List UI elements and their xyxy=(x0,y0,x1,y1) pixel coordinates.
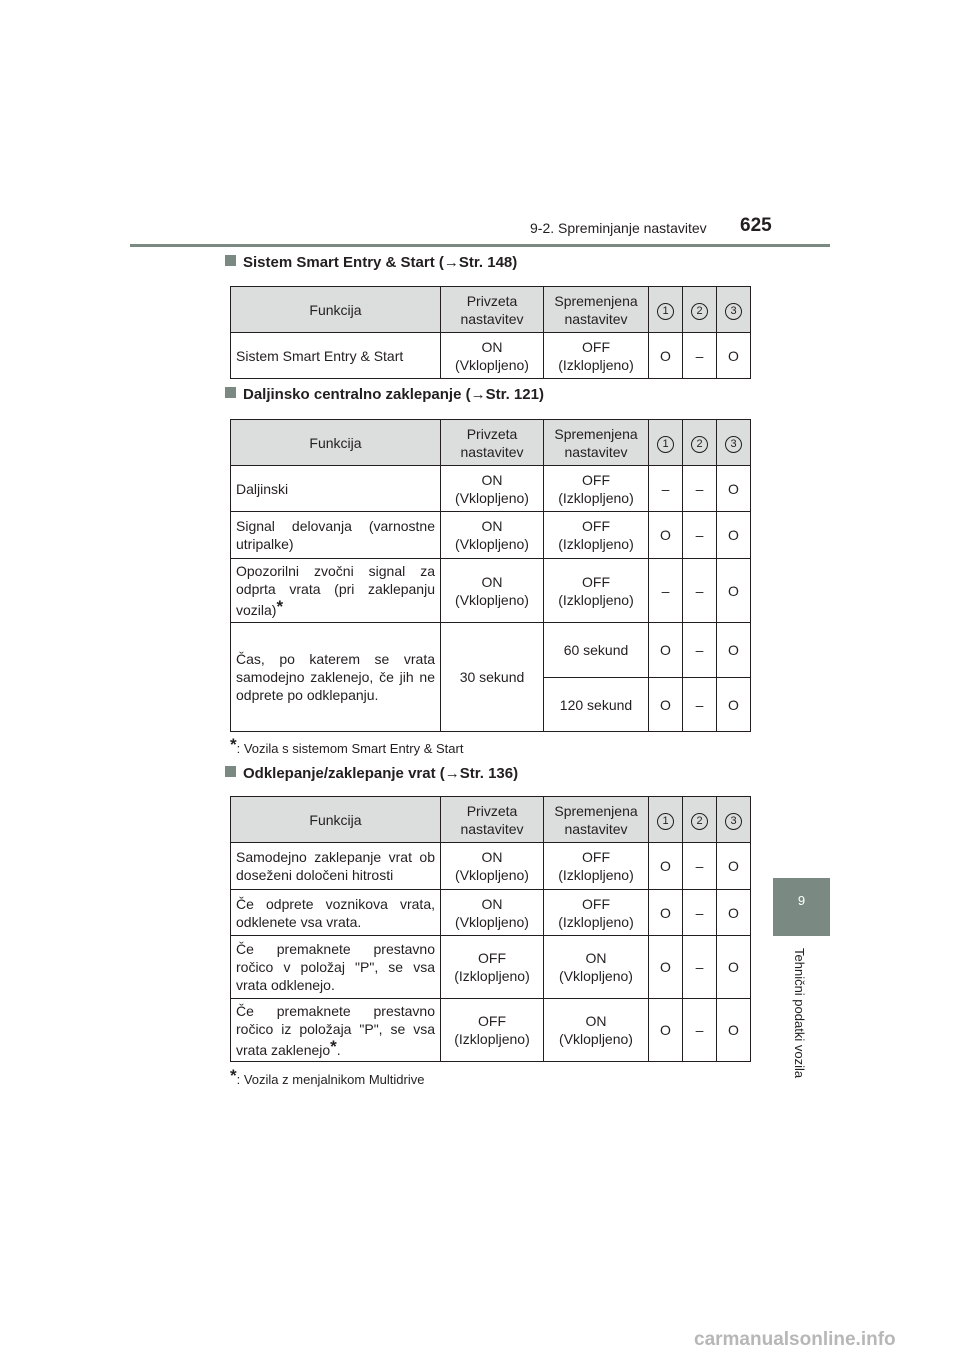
function-cell: Čas, po katerem se vrata samodejno zaklenejo, če jih ne odprete po odklepanju. xyxy=(231,623,441,732)
custom-cell: 120 sekund xyxy=(544,678,649,732)
mark-cell: – xyxy=(683,512,717,559)
default-cell: ON (Vklopljeno) xyxy=(441,559,544,623)
table-row xyxy=(231,999,751,1062)
mark-cell: O xyxy=(649,936,683,999)
function-cell: Signal delovanja (varnostne utripalke) xyxy=(231,512,441,559)
section-heading-smart-entry: Sistem Smart Entry & Start (→Str. 148) xyxy=(225,254,517,271)
col-default: Privzeta nastavitev xyxy=(441,797,544,843)
mark-cell: – xyxy=(649,559,683,623)
custom-cell: OFF (Izklopljeno) xyxy=(544,333,649,379)
mark-cell: – xyxy=(683,466,717,512)
chapter-label: Tehnični podatki vozila xyxy=(792,948,807,1079)
mark-cell: O xyxy=(717,843,751,890)
col-custom: Spremenjena nastavitev xyxy=(544,797,649,843)
table-row xyxy=(231,559,751,623)
table-header-row xyxy=(231,797,751,843)
col-default: Privzeta nastavitev xyxy=(441,420,544,466)
remote-locking-table xyxy=(230,419,751,732)
custom-cell: 60 sekund xyxy=(544,623,649,678)
mark-cell: O xyxy=(649,999,683,1062)
mark-cell: O xyxy=(649,333,683,379)
section-title: 9-2. Spreminjanje nastavitev xyxy=(530,220,707,236)
section-heading-remote-locking: Daljinsko centralno zaklepanje (→Str. 121) xyxy=(225,386,544,403)
door-locking-table xyxy=(230,796,751,1062)
footnote-marker: * xyxy=(230,1066,237,1085)
custom-cell: ON (Vklopljeno) xyxy=(544,999,649,1062)
function-cell: Samodejno zaklepanje vrat ob doseženi določeni hitrosti xyxy=(231,843,441,890)
table-header-row xyxy=(231,287,751,333)
circled-1-icon: 1 xyxy=(657,303,674,320)
mark-cell: O xyxy=(717,999,751,1062)
mark-cell: O xyxy=(717,333,751,379)
mark-cell: O xyxy=(649,843,683,890)
table-row xyxy=(231,512,751,559)
mark-cell: O xyxy=(717,466,751,512)
col-function: Funkcija xyxy=(231,287,441,333)
custom-cell: ON (Vklopljeno) xyxy=(544,936,649,999)
mark-cell: – xyxy=(683,559,717,623)
custom-cell: OFF (Izklopljeno) xyxy=(544,512,649,559)
mark-cell: – xyxy=(683,843,717,890)
circled-2-icon: 2 xyxy=(691,303,708,320)
default-cell: ON (Vklopljeno) xyxy=(441,466,544,512)
col-custom: Spremenjena nastavitev xyxy=(544,287,649,333)
mark-cell: O xyxy=(717,890,751,936)
circled-3-icon: 3 xyxy=(725,813,742,830)
function-cell: Opozorilni zvočni signal za odprta vrata (pri zaklepanju vozila)* xyxy=(231,559,441,623)
arrow-icon: → xyxy=(443,254,459,271)
mark-cell: O xyxy=(649,890,683,936)
function-cell: Če premaknete prestavno ročico v položaj "P", se vsa vrata odklenejo. xyxy=(231,936,441,999)
default-cell: ON (Vklopljeno) xyxy=(441,512,544,559)
mark-cell: O xyxy=(649,678,683,732)
mark-cell: – xyxy=(683,333,717,379)
col-default: Privzeta nastavitev xyxy=(441,287,544,333)
circled-3-icon: 3 xyxy=(725,436,742,453)
page-number: 625 xyxy=(740,215,772,236)
mark-cell: – xyxy=(649,466,683,512)
function-cell: Če odprete voznikova vrata, odklenete vsa vrata. xyxy=(231,890,441,936)
square-bullet-icon xyxy=(225,387,236,398)
col-function: Funkcija xyxy=(231,420,441,466)
footnote-marker: * xyxy=(230,735,237,754)
circled-1-icon: 1 xyxy=(657,813,674,830)
mark-cell: O xyxy=(717,623,751,678)
custom-cell: OFF (Izklopljeno) xyxy=(544,466,649,512)
mark-cell: – xyxy=(683,678,717,732)
circled-1-icon: 1 xyxy=(657,436,674,453)
table-row xyxy=(231,623,751,678)
circled-2-icon: 2 xyxy=(691,436,708,453)
mark-cell: O xyxy=(717,559,751,623)
default-cell: ON (Vklopljeno) xyxy=(441,333,544,379)
table-row xyxy=(231,890,751,936)
circled-2-icon: 2 xyxy=(691,813,708,830)
mark-cell: O xyxy=(717,678,751,732)
custom-cell: OFF (Izklopljeno) xyxy=(544,890,649,936)
chapter-tab xyxy=(773,878,830,936)
header-divider xyxy=(130,244,830,247)
section-heading-door-locking: Odklepanje/zaklepanje vrat (→Str. 136) xyxy=(225,765,518,782)
square-bullet-icon xyxy=(225,766,236,777)
footnote-marker: * xyxy=(276,597,284,616)
function-cell: Daljinski xyxy=(231,466,441,512)
footnote-smart-entry: *: Vozila s sistemom Smart Entry & Start xyxy=(230,735,464,756)
table-row xyxy=(231,936,751,999)
watermark: carmanualsonline.info xyxy=(694,1329,896,1350)
mark-cell: O xyxy=(649,512,683,559)
col-custom: Spremenjena nastavitev xyxy=(544,420,649,466)
default-cell: OFF (Izklopljeno) xyxy=(441,999,544,1062)
function-cell: Če premaknete prestavno ročico iz položaja "P", se vsa vrata zaklenejo*. xyxy=(231,999,441,1062)
default-cell: ON (Vklopljeno) xyxy=(441,843,544,890)
arrow-icon: → xyxy=(470,386,486,403)
mark-cell: – xyxy=(683,890,717,936)
default-cell: ON (Vklopljeno) xyxy=(441,890,544,936)
arrow-icon: → xyxy=(444,765,460,782)
custom-cell: OFF (Izklopljeno) xyxy=(544,843,649,890)
default-cell: OFF (Izklopljeno) xyxy=(441,936,544,999)
chapter-number: 9 xyxy=(797,893,806,908)
mark-cell: – xyxy=(683,623,717,678)
table-row xyxy=(231,843,751,890)
circled-3-icon: 3 xyxy=(725,303,742,320)
mark-cell: O xyxy=(717,936,751,999)
mark-cell: O xyxy=(717,512,751,559)
col-function: Funkcija xyxy=(231,797,441,843)
custom-cell: OFF (Izklopljeno) xyxy=(544,559,649,623)
mark-cell: – xyxy=(683,999,717,1062)
mark-cell: – xyxy=(683,936,717,999)
function-cell: Sistem Smart Entry & Start xyxy=(231,333,441,379)
footnote-marker: * xyxy=(330,1036,337,1056)
default-cell: 30 sekund xyxy=(441,623,544,732)
table-header-row xyxy=(231,420,751,466)
table-row xyxy=(231,466,751,512)
mark-cell: O xyxy=(649,623,683,678)
smart-entry-table xyxy=(230,286,751,379)
square-bullet-icon xyxy=(225,255,236,266)
footnote-multidrive: *: Vozila z menjalnikom Multidrive xyxy=(230,1066,425,1087)
table-row xyxy=(231,333,751,379)
